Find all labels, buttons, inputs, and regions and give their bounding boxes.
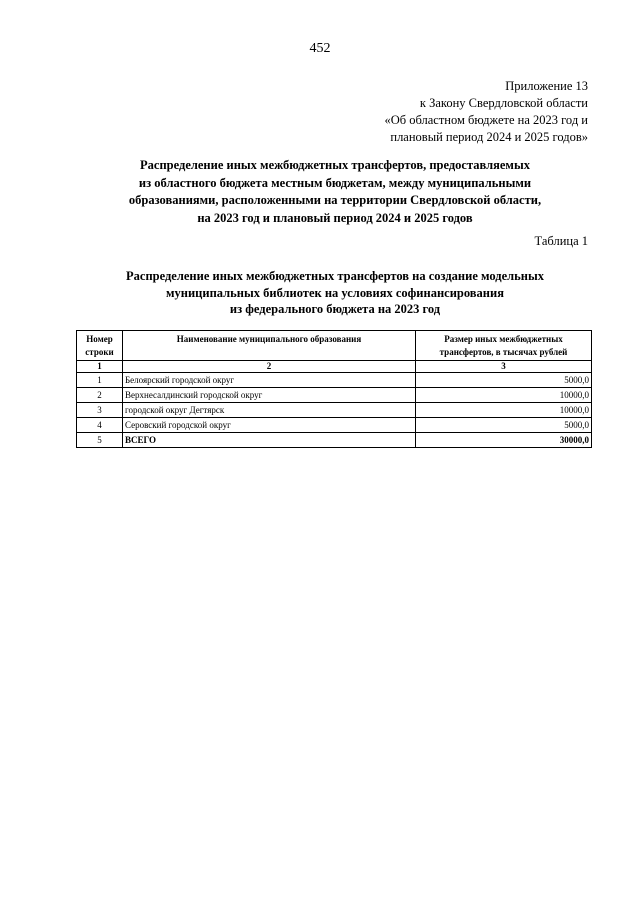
table-label: Таблица 1 <box>534 234 588 248</box>
total-amount: 30000,0 <box>416 433 592 448</box>
municipality-name: Серовский городской округ <box>123 418 416 433</box>
table-row <box>77 418 592 433</box>
total-label: ВСЕГО <box>123 433 416 448</box>
document-title-line: на 2023 год и плановый период 2024 и 2025 годов <box>197 210 473 225</box>
table-title <box>90 268 580 318</box>
document-title-line: Распределение иных межбюджетных трансфертов, предоставляемых <box>140 158 530 172</box>
row-number: 1 <box>77 373 123 388</box>
row-number: 5 <box>77 433 123 448</box>
municipality-name: городской округ Дегтярск <box>123 403 416 418</box>
transfers-table <box>76 330 592 448</box>
row-number: 4 <box>77 418 123 433</box>
header-row-number: Номер строки <box>77 331 123 361</box>
column-number: 1 <box>77 361 123 373</box>
row-number: 2 <box>77 388 123 403</box>
page-number: 452 <box>309 41 331 56</box>
appendix-line: Приложение 13 <box>505 79 588 93</box>
header-municipality-name: Наименование муниципального образования <box>123 331 416 361</box>
table-title-line: из федерального бюджета на 2023 год <box>229 302 441 316</box>
appendix-line: к Закону Свердловской области <box>419 96 588 110</box>
municipality-name: Белоярский городской округ <box>123 373 416 388</box>
table-row <box>77 373 592 388</box>
column-number: 3 <box>416 361 592 373</box>
appendix-note <box>288 78 588 146</box>
column-number: 2 <box>123 361 416 373</box>
transfer-amount: 10000,0 <box>416 388 592 403</box>
appendix-line: плановый период 2024 и 2025 годов» <box>390 130 588 144</box>
document-title <box>90 157 580 227</box>
transfer-amount: 10000,0 <box>416 403 592 418</box>
transfer-amount: 5000,0 <box>416 418 592 433</box>
table-header-row <box>77 331 592 361</box>
document-title-line: из областного бюджета местным бюджетам, между муниципальными <box>138 175 532 190</box>
appendix-line: «Об областном бюджете на 2023 год и <box>384 113 588 127</box>
row-number: 3 <box>77 403 123 418</box>
transfer-amount: 5000,0 <box>416 373 592 388</box>
column-numbers-row <box>77 361 592 373</box>
header-transfer-amount: Размер иных межбюджетных трансфертов, в тысячах рублей <box>416 331 592 361</box>
municipality-name: Верхнесалдинский городской округ <box>123 388 416 403</box>
table-row <box>77 388 592 403</box>
table-row <box>77 403 592 418</box>
table-title-line: Распределение иных межбюджетных трансфертов на создание модельных <box>126 269 544 283</box>
document-title-line: образованиями, расположенными на территории Свердловской области, <box>128 193 542 207</box>
table-title-line: муниципальных библиотек на условиях софинансирования <box>166 285 504 300</box>
table-total-row <box>77 433 592 448</box>
